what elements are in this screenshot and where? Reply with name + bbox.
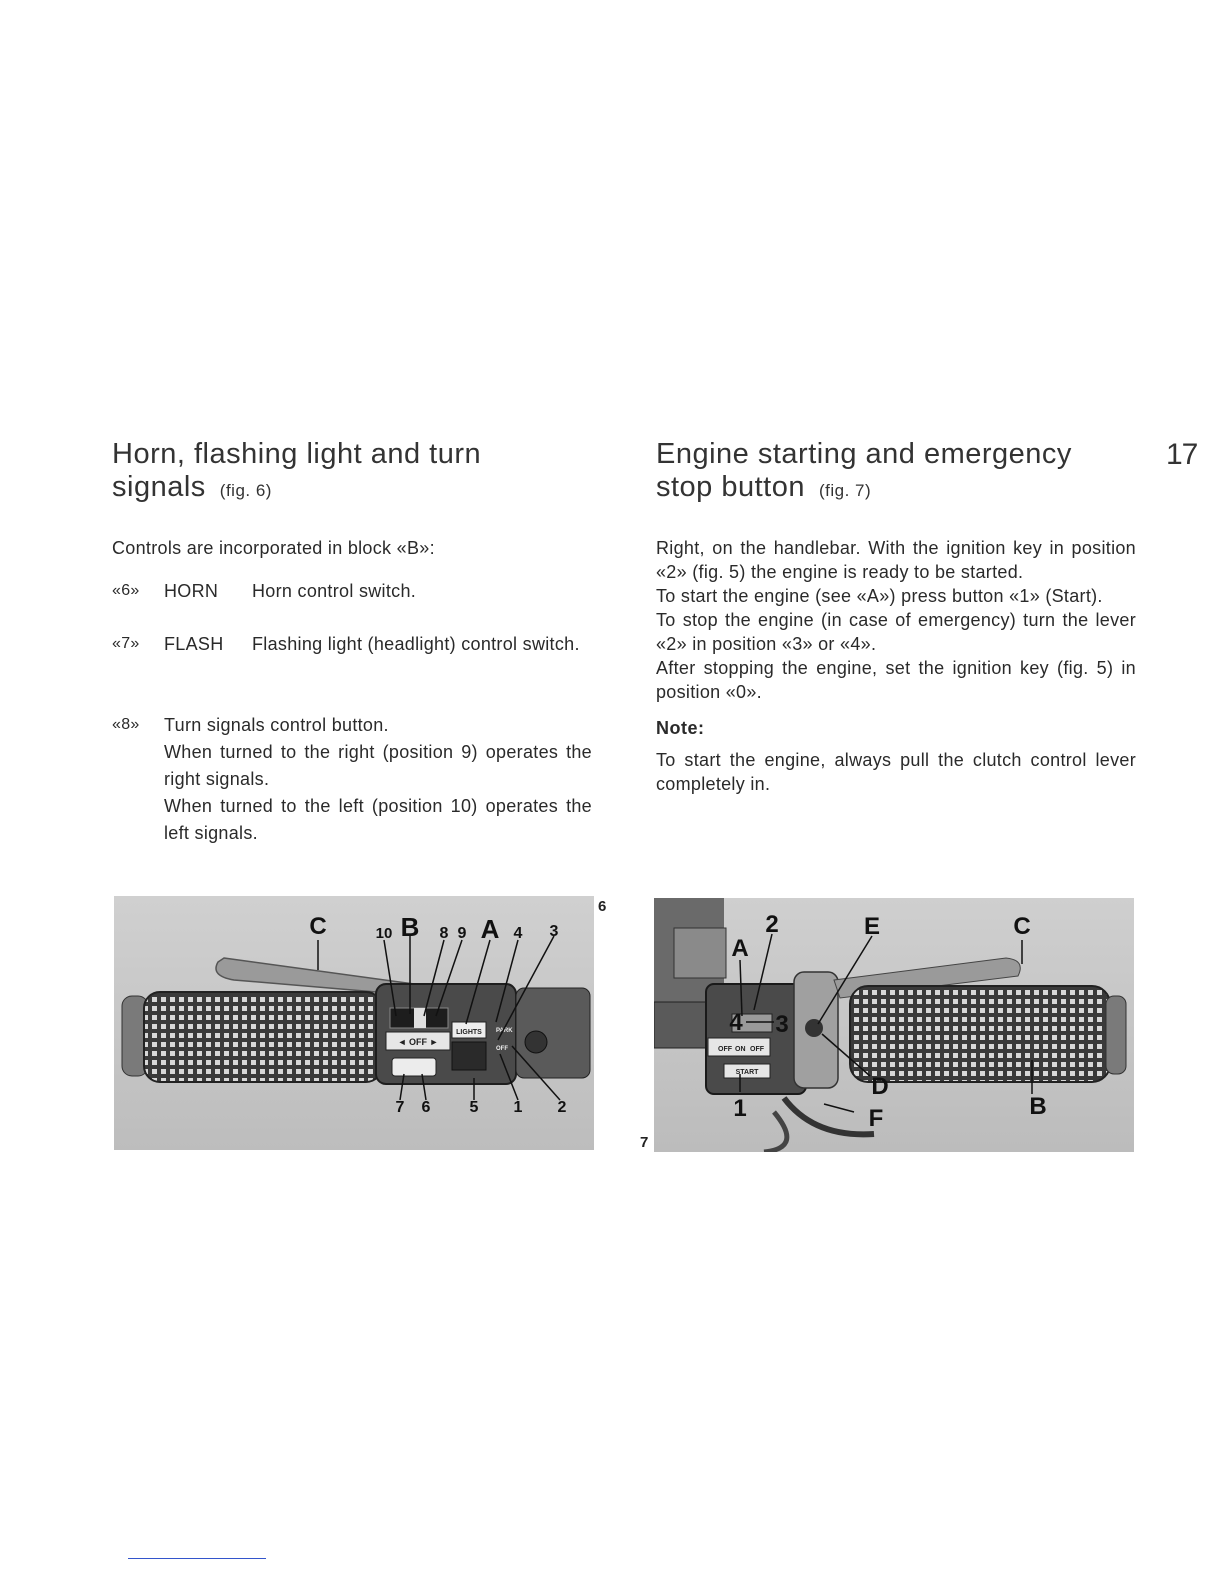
fig6-label-A: A [480,914,500,944]
fig6-label-7: 7 [395,1099,405,1116]
fig6-label-B: B [400,912,420,942]
note-text: To start the engine, always pull the clutch control lever completely in. [656,750,1136,794]
item-description: Flashing light (headlight) control switch. [252,634,580,654]
page-number: 17 [1166,438,1198,471]
figure-7-illustration [654,898,1134,1152]
fig6-label-C: C [309,913,327,940]
left-heading-fig-ref: (fig. 6) [219,481,272,500]
turn-signals-title: Turn signals control button. [164,715,389,735]
note-label: Note: [656,718,705,738]
fig6-label-6: 6 [421,1099,431,1116]
left-heading-line2: signals [112,471,206,503]
fig7-label-A: A [731,935,749,962]
right-para-start: To start the engine (see «A») press button «1» (Start). [656,586,1103,606]
fig7-off1-label: OFF [718,1046,732,1053]
left-intro: Controls are incorporated in block «B»: [112,538,435,558]
right-para-position: Right, on the handlebar. With the ignition key in position «2» (fig. 5) the engine is ready to be started. [656,538,1136,582]
fig6-off2-label: OFF [496,1046,508,1052]
fig7-label-3: 3 [775,1011,789,1038]
fig7-start-label: START [735,1069,759,1076]
right-heading [656,438,1136,507]
fig6-label-10: 10 [375,925,393,942]
fig7-label-2: 2 [765,911,779,938]
figure-6-number: 6 [598,898,607,915]
fig6-label-1: 1 [513,1099,523,1116]
fig6-lights-label: LIGHTS [456,1029,482,1036]
fig6-label-2: 2 [557,1099,567,1116]
figure-7-photo [654,898,1134,1152]
right-heading-title [656,438,1136,507]
fig7-label-D: D [871,1073,889,1100]
item-code: HORN [164,581,219,601]
figure-6-photo [114,896,594,1150]
fig6-label-4: 4 [513,925,523,942]
item-description: Horn control switch. [252,581,417,601]
left-heading-title [112,438,592,507]
item-code: FLASH [164,634,224,654]
fig7-label-F: F [868,1105,884,1132]
right-heading-fig-ref: (fig. 7) [819,481,872,500]
footnote-rule [128,1558,266,1559]
left-heading [112,438,592,507]
right-para-stop: To stop the engine (in case of emergency) turn the lever «2» in position «3» or «4». [656,610,1136,654]
right-heading-line1: Engine starting and emergency [656,438,1072,470]
right-para-after: After stopping the engine, set the ignition key (fig. 5) in position «0». [656,658,1136,702]
fig6-park-label: PARK [496,1028,513,1034]
fig7-label-4: 4 [729,1009,743,1036]
item-description [164,712,592,847]
fig6-label-9: 9 [457,925,467,942]
figure-6-illustration [114,896,594,1150]
fig6-label-8: 8 [439,925,449,942]
fig7-label-B: B [1029,1093,1047,1120]
turn-signals-right: When turned to the right (position 9) operates the right signals. [164,742,592,789]
fig6-label-5: 5 [469,1099,479,1116]
fig7-on-label: ON [735,1046,746,1053]
fig7-label-C: C [1013,913,1031,940]
item-horn [112,578,592,604]
item-number: «6» [112,582,140,599]
figure-7-number: 7 [640,1134,649,1151]
item-number: «8» [112,716,140,733]
item-turn-signals [112,712,592,852]
item-number: «7» [112,635,140,652]
fig6-off-label: ◄ OFF ► [397,1037,439,1047]
left-heading-line1: Horn, flashing light and turn [112,438,482,470]
fig7-label-1: 1 [733,1095,747,1122]
fig6-label-3: 3 [549,923,559,940]
turn-signals-left: When turned to the left (position 10) operates the left signals. [164,796,592,843]
right-body [656,536,1136,796]
fig7-off2-label: OFF [750,1046,764,1053]
item-flash [112,631,592,685]
right-heading-line2: stop button [656,471,805,503]
fig7-label-E: E [863,913,881,940]
